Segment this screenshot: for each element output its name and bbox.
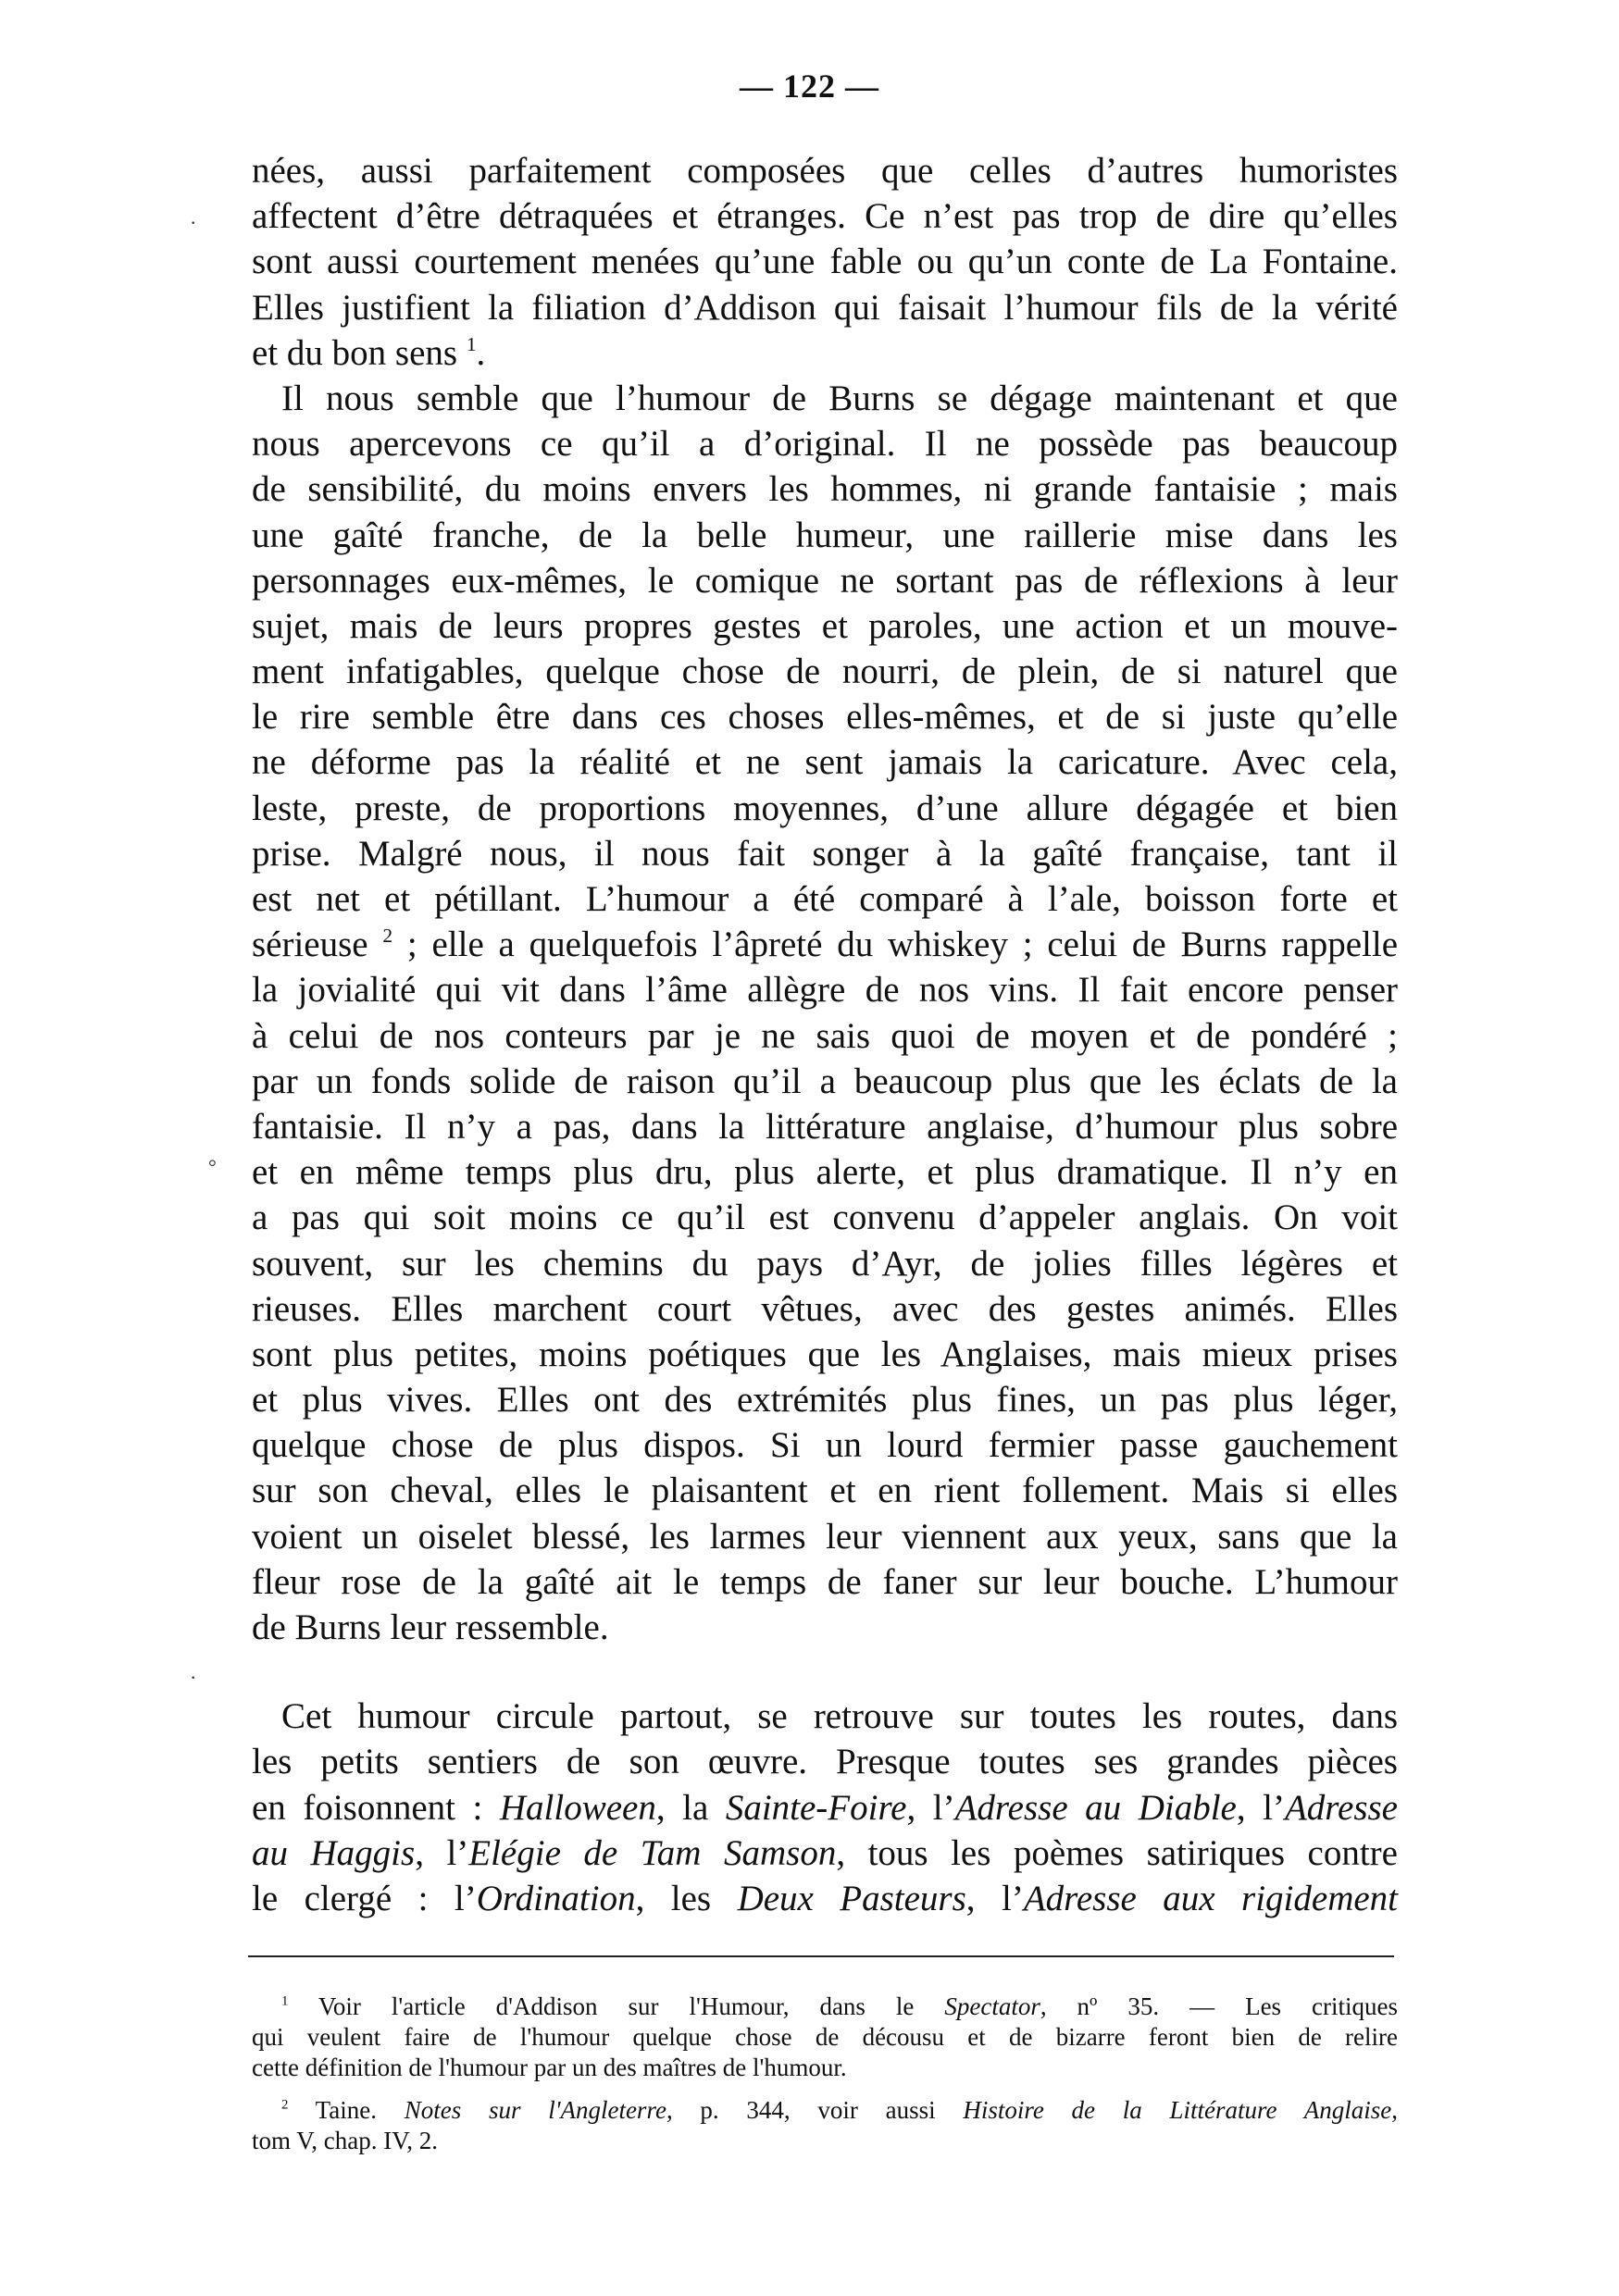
text-line: et plus vives. Elles ont des extrémités plus fines, un pas plus léger,: [252, 1380, 1398, 1421]
text-line: [252, 922, 1398, 967]
text-segment: , les: [635, 1878, 738, 1918]
text-line: voient un oiselet blessé, les larmes leur viennent aux yeux, sans que la: [252, 1516, 1398, 1557]
poem-title: Deux Pasteurs: [737, 1878, 966, 1918]
publication-title: Histoire de la Littérature Anglaise: [963, 2096, 1392, 2124]
text-line: la jovialité qui vit dans l’âme allègre de nos vins. Il fait encore penser: [252, 970, 1398, 1011]
text-line: le rire semble être dans ces choses elles-mêmes, et de si juste qu’elle: [252, 697, 1398, 738]
text-line: prise. Malgré nous, il nous fait songer à la gaîté française, tant il: [252, 833, 1398, 874]
footnote-1: [252, 1992, 1398, 2083]
text-segment: ,: [1391, 2096, 1398, 2124]
text-line: a pas qui soit moins ce qu’il est convenu d’appeler anglais. On voit: [252, 1198, 1398, 1238]
text-segment: , tous les poèmes satiriques contre: [836, 1832, 1398, 1873]
footnote-marker: 2: [281, 2097, 289, 2113]
text-line: leste, preste, de proportions moyennes, d’une allure dégagée et bien: [252, 788, 1398, 828]
paragraph-1: [252, 148, 1398, 376]
text-line: et en même temps plus dru, plus alerte, et plus dramatique. Il n’y en: [252, 1152, 1398, 1193]
text-line: fantaisie. Il n’y a pas, dans la littérature anglaise, d’humour plus sobre: [252, 1106, 1398, 1147]
text-line: qui veulent faire de l'humour quelque chose de décousu et de bizarre feront bien de relire: [252, 2023, 1398, 2051]
text-line: de sensibilité, du moins envers les hommes, ni grande fantaisie ; mais: [252, 469, 1398, 510]
text-segment: et du bon sens: [252, 332, 458, 373]
margin-dot-mark: ·: [190, 211, 197, 234]
poem-title: Sainte-Foire: [725, 1787, 907, 1828]
text-segment: , l’: [965, 1878, 1024, 1918]
poem-title: Adresse: [1284, 1787, 1398, 1828]
text-line: Cet humour circule partout, se retrouve sur toutes les routes, dans: [281, 1696, 1398, 1737]
text-line: de Burns leur ressemble.: [252, 1607, 609, 1647]
text-line: [252, 1831, 1398, 1876]
text-line: ne déforme pas la réalité et ne sent jamais la caricature. Avec cela,: [252, 742, 1398, 783]
margin-circle-mark: °: [208, 1155, 217, 1178]
text-segment: Taine.: [288, 2096, 405, 2124]
text-line: à celui de nos conteurs par je ne sais quoi de moyen et de pondéré ;: [252, 1015, 1398, 1056]
text-line: fleur rose de la gaîté ait le temps de faner sur leur bouche. L’humour: [252, 1561, 1398, 1602]
text-segment: , p. 344, voir aussi: [666, 2096, 964, 2124]
text-segment: , l’: [1236, 1787, 1285, 1828]
page-number: — 122 —: [740, 68, 879, 105]
text-line: cette définition de l'humour par un des maîtres de l'humour.: [252, 2054, 847, 2081]
text-segment: , nº 35. — Les critiques: [1040, 1992, 1398, 2020]
text-line: une gaîté franche, de la belle humeur, une raillerie mise dans les: [252, 515, 1398, 555]
text-segment: , la: [655, 1787, 726, 1828]
text-line: est net et pétillant. L’humour a été comparé à l’ale, boisson forte et: [252, 879, 1398, 919]
text-line: affectent d’être détraquées et étranges. Ce n’est pas trop de dire qu’elles: [252, 196, 1398, 237]
poem-title: au Haggis: [252, 1832, 416, 1873]
paragraph-2: [252, 376, 1398, 1650]
text-line: Elles justifient la filiation d’Addison qui faisait l’humour fils de la vérité: [252, 287, 1398, 328]
text-line: souvent, sur les chemins du pays d’Ayr, de jolies filles légères et: [252, 1243, 1398, 1284]
footnotes: [252, 1992, 1398, 2168]
poem-title: Halloween: [499, 1787, 656, 1828]
text-line: sont aussi courtement menées qu’une fable ou qu’un conte de La Fontaine.: [252, 242, 1398, 282]
text-line: tom V, chap. IV, 2.: [252, 2127, 439, 2154]
text-line: sont plus petites, moins poétiques que les Anglaises, mais mieux prises: [252, 1334, 1398, 1374]
footnote-marker: 1: [281, 1993, 289, 2009]
text-line: [252, 2095, 1398, 2126]
poem-title: Adresse au Diable: [954, 1787, 1237, 1828]
text-line: nées, aussi parfaitement composées que celles d’autres humoristes: [252, 151, 1398, 191]
publication-title: Spectator: [944, 1992, 1040, 2020]
body-text: [252, 148, 1398, 1921]
text-segment: , l’: [906, 1787, 955, 1828]
publication-title: Notes sur l'Angleterre: [404, 2096, 666, 2124]
text-line: par un fonds solide de raison qu’il a beaucoup plus que les éclats de la: [252, 1061, 1398, 1101]
text-line: [252, 1992, 1398, 2022]
text-line: sujet, mais de leurs propres gestes et paroles, une action et un mouve-: [252, 605, 1398, 646]
poem-title: Ordination: [476, 1878, 636, 1918]
text-line: [252, 1785, 1398, 1831]
text-segment: .: [476, 332, 486, 373]
text-segment: le clergé : l’: [252, 1878, 477, 1918]
margin-dot-mark: ·: [190, 1666, 197, 1689]
text-segment: Voir l'article d'Addison sur l'Humour, dans le: [288, 1992, 945, 2020]
poem-title: Adresse aux rigidement: [1023, 1878, 1399, 1918]
paragraph-3: [252, 1694, 1398, 1921]
text-line: sur son cheval, elles le plaisantent et en rient follement. Mais si elles: [252, 1471, 1398, 1511]
text-line: [252, 330, 1398, 376]
text-line: rieuses. Elles marchent court vêtues, avec des gestes animés. Elles: [252, 1288, 1398, 1329]
text-line: Il nous semble que l’humour de Burns se dégage maintenant et que: [281, 378, 1398, 418]
paragraph-gap: [252, 1650, 1398, 1694]
text-line: ment infatigables, quelque chose de nourri, de plein, de si naturel que: [252, 652, 1398, 692]
text-line: personnages eux-mêmes, le comique ne sortant pas de réflexions à leur: [252, 560, 1398, 601]
footnote-2: [252, 2095, 1398, 2156]
text-segment: ; elle a quelquefois l’âpreté du whiskey ; celui de Burns rappelle: [406, 925, 1399, 965]
poem-title: Elégie de Tam Samson: [468, 1832, 837, 1873]
text-line: quelque chose de plus dispos. Si un lourd fermier passe gauchement: [252, 1425, 1398, 1466]
footnote-ref-1[interactable]: 1: [466, 332, 477, 355]
footnote-divider: [248, 1955, 1394, 1957]
text-segment: , l’: [415, 1832, 469, 1873]
text-line: les petits sentiers de son œuvre. Presque toutes ses grandes pièces: [252, 1742, 1398, 1782]
text-segment: sérieuse: [252, 925, 368, 965]
text-segment: en foisonnent :: [252, 1787, 500, 1828]
text-line: nous apercevons ce qu’il a d’original. Il ne possède pas beaucoup: [252, 424, 1398, 465]
text-line: [252, 1876, 1398, 1921]
footnote-ref-2[interactable]: 2: [382, 925, 393, 948]
